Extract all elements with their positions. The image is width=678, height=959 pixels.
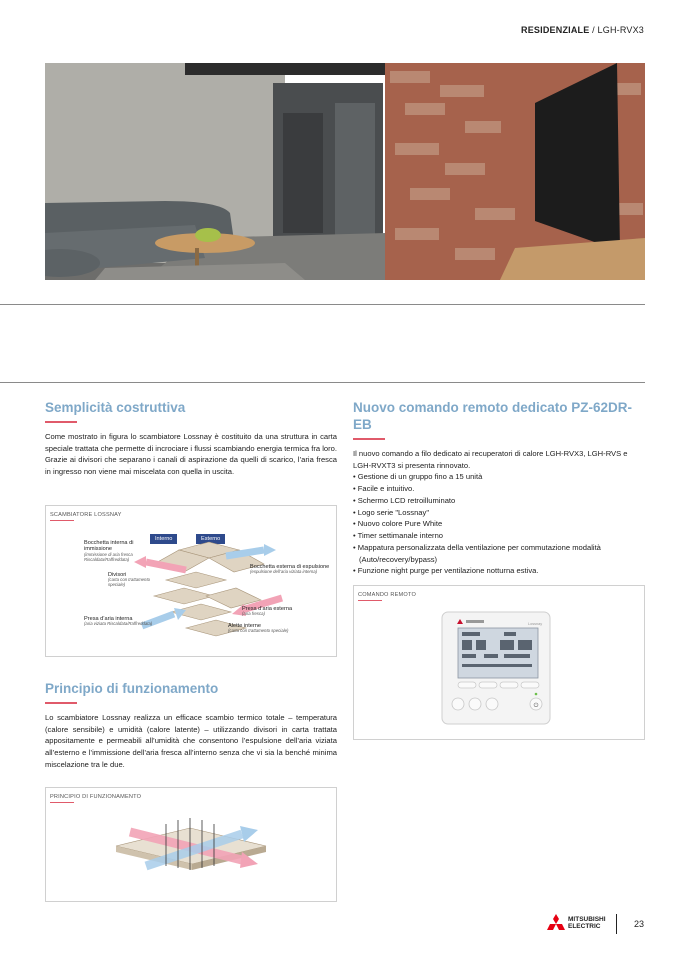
title-underline: [45, 421, 77, 423]
label-presa-interna: Presa d’aria interna (aria viziata Riscaldata/Raffreddata): [84, 616, 153, 627]
list-item: • Nuovo colore Pure White: [353, 519, 443, 529]
label-bocchetta-esterna: Bocchetta esterna di espulsione (espulsione dell’aria viziata interna): [250, 564, 330, 575]
diagram-scambiatore: [45, 505, 337, 657]
label-presa-esterna: Presa d’aria esterna (aria fresca): [242, 606, 293, 617]
divider-bottom: [0, 382, 645, 383]
list-item: • Facile e intuitivo.: [353, 484, 415, 494]
brand-line-2: ELECTRIC: [568, 922, 601, 930]
header-section: RESIDENZIALE: [521, 25, 590, 35]
header-separator: /: [589, 25, 598, 35]
label-alette-interne: Alette interne (carta con trattamento speciale): [228, 623, 289, 634]
airflow-principle-illustration: [46, 788, 338, 903]
list-item: • Schermo LCD retroilluminato: [353, 495, 456, 505]
footer-separator: [616, 914, 617, 934]
diagram-title: SCAMBIATORE LOSSNAY: [50, 512, 122, 518]
list-item: • Funzione night purge per ventilazione notturna estiva.: [353, 566, 539, 576]
paragraph-principio: Lo scambiatore Lossnay realizza un efficace scambio termico totale – temperatura (calore sensibile) e umidità (calore latente) – utilizzando divisori in carta trattata appositamente e permeabili all’umidità che consentono l’espulsione dell’aria viziata all’esterno e l’immissione dell’aria fresca all’interno senza che vi sia la benché minima miscelazione tra le due.: [45, 712, 337, 769]
remote-box-title: COMANDO REMOTO: [358, 592, 417, 598]
header-model: LGH-RVX3: [597, 25, 644, 35]
remote-controller-illustration: [354, 586, 646, 741]
label-divisori: Divisori (carta con trattamento speciale): [108, 572, 151, 588]
divider-top: [0, 304, 645, 305]
svg-text:⏻: ⏻: [533, 703, 539, 709]
right-column: [353, 400, 645, 577]
paragraph-semplicita: Come mostrato in figura lo scambiatore Lossnay è costituito da una struttura in carta speciale trattata che permette di incrociare i flussi scambiando energia termica fra loro. Grazie ai divisori che separano i canali di aspirazione da quelli di scarico, l’aria fresca in ingresso non viene mai miscelata con quella in uscita.: [45, 431, 337, 477]
diagram-title: PRINCIPIO DI FUNZIONAMENTO: [50, 794, 142, 800]
hero-photo: [45, 63, 645, 280]
exchanger-core-illustration: [46, 506, 338, 658]
brand-wordmark: [568, 917, 606, 930]
tag-interno: Interno: [150, 534, 177, 544]
feature-list: [353, 471, 645, 577]
list-item: • Logo serie "Lossnay": [353, 507, 430, 517]
label-bocchetta-interna: Bocchetta interna di immissione (immissione di aria fresca Riscaldata/Raffreddata): [84, 540, 134, 562]
title-underline: [353, 438, 385, 440]
mitsubishi-logo-icon: [546, 914, 566, 932]
tag-esterno: Esterno: [196, 534, 225, 544]
list-item: • Mappatura personalizzata della ventilazione per commutazione modalità (Auto/recovery/bypass): [353, 542, 601, 564]
section-title-semplicita: Semplicità costruttiva: [45, 400, 186, 415]
remote-brand-label: Lossnay: [528, 622, 543, 626]
principio-section: [45, 681, 337, 771]
paragraph-comando-intro: Il nuovo comando a filo dedicato ai recuperatori di calore LGH-RVX3, LGH-RVS e LGH-RVXT3 si presenta rinnovato.: [353, 448, 628, 470]
title-underline: [45, 702, 77, 704]
list-item: • Timer settimanale interno: [353, 531, 444, 541]
running-header: [521, 25, 644, 35]
list-item: • Gestione di un gruppo fino a 15 unità: [353, 472, 483, 482]
page-number: 23: [634, 919, 645, 929]
brand-line-1: MITSUBISHI: [568, 916, 606, 923]
remote-control-box: [353, 585, 645, 740]
diagram-principio: [45, 787, 337, 902]
left-column: [45, 400, 337, 478]
section-title-comando: Nuovo comando remoto dedicato PZ-62DR-EB: [353, 400, 633, 432]
section-title-principio: Principio di funzionamento: [45, 681, 219, 696]
